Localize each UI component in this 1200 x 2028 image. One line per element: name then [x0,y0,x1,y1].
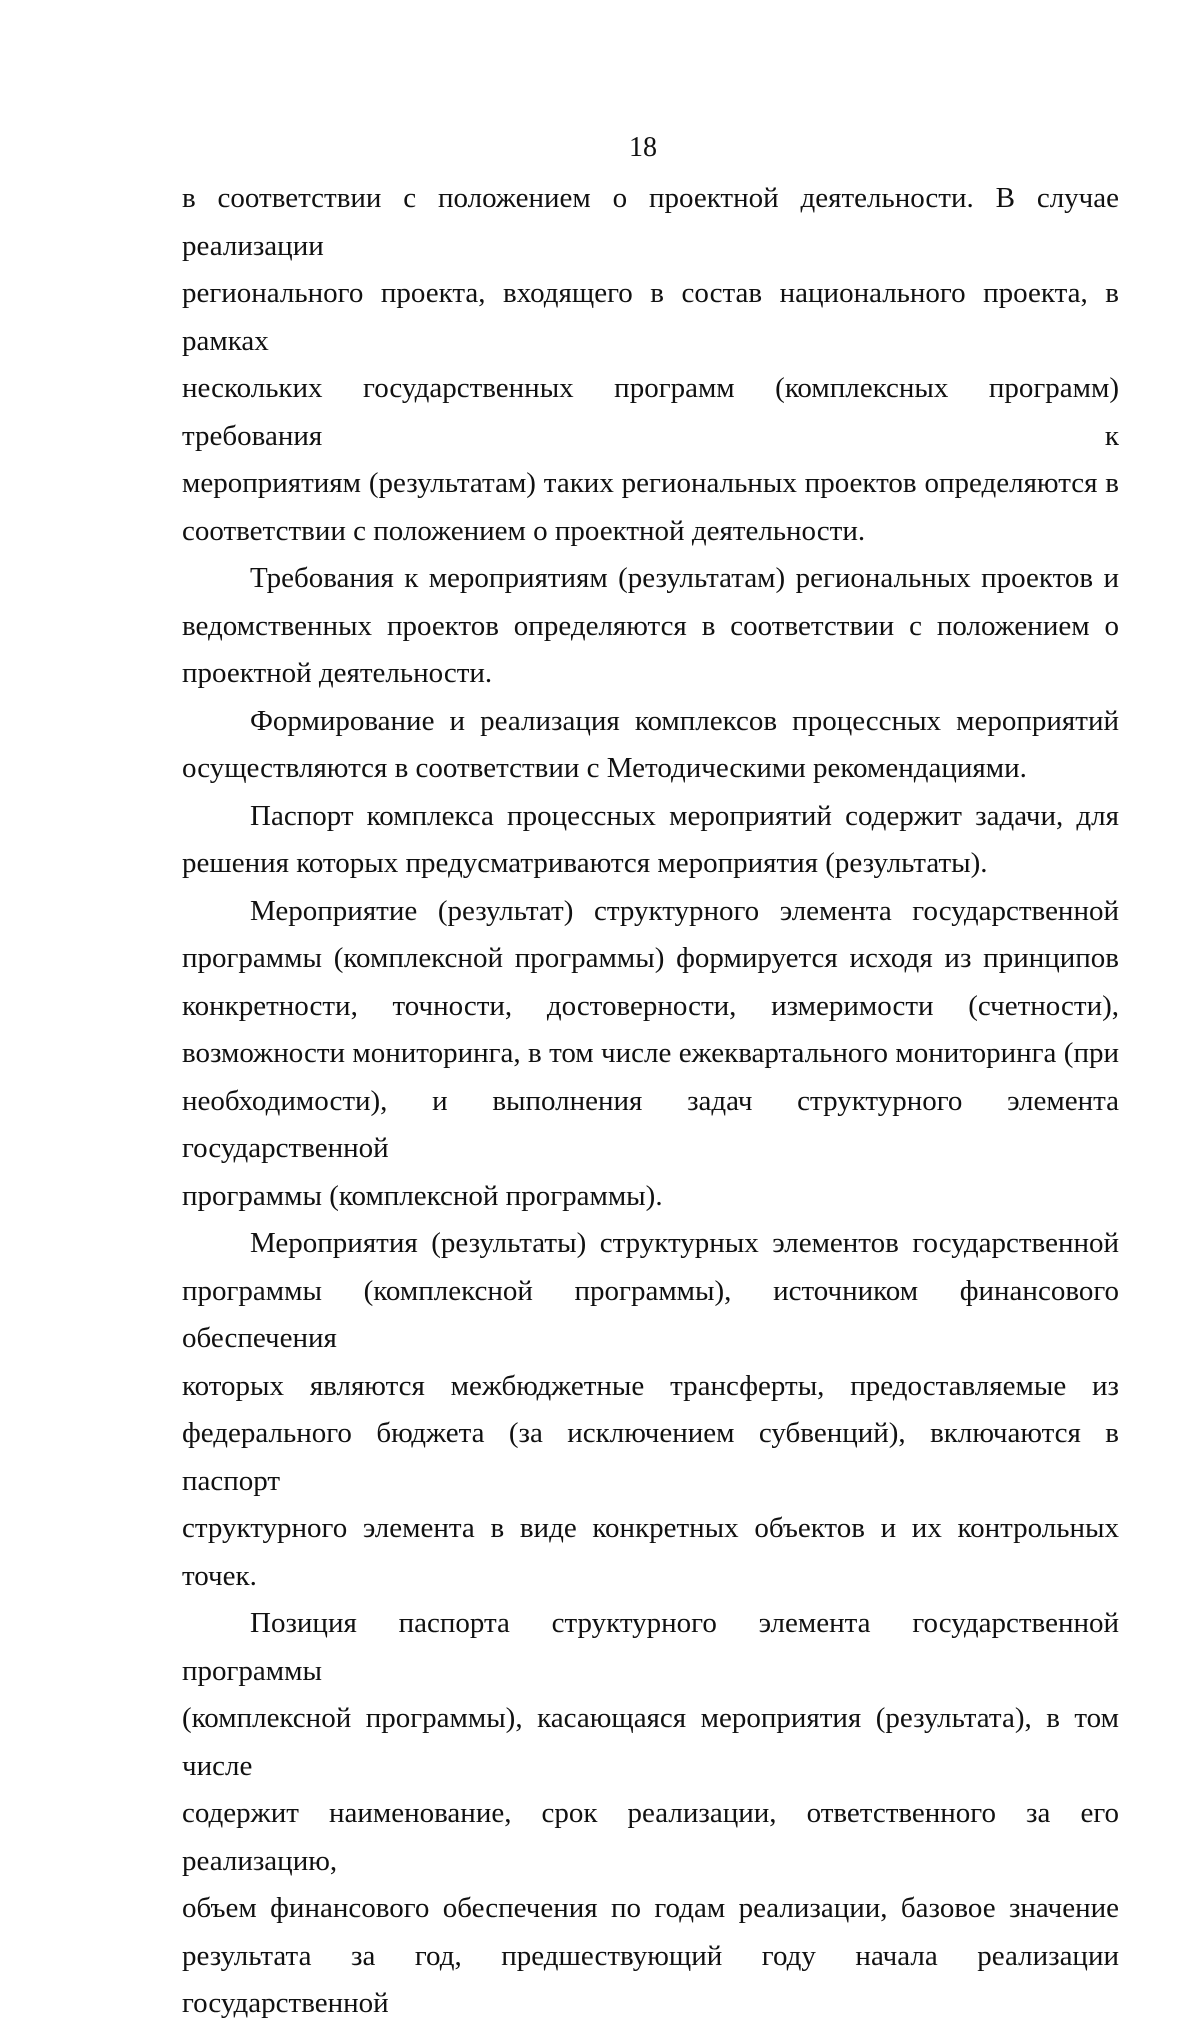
paragraph-line: осуществляются в соответствии с Методическими рекомендациями. [182,752,1027,784]
body-text [182,175,1119,2028]
paragraph-line: объем финансового обеспечения по годам реализации, базовое значение [182,1892,1119,1924]
paragraph-line: программы (комплексной программы) формируется исходя из принципов [182,942,1119,974]
paragraph-3 [182,698,1119,793]
paragraph-line: Требования к мероприятиям (результатам) региональных проектов и [250,562,1119,594]
paragraph-line: Паспорт комплекса процессных мероприятий содержит задачи, для [250,799,1119,832]
paragraph-line: структурного элемента в виде конкретных объектов и их контрольных точек. [182,1512,1119,1592]
paragraph-4 [182,793,1119,888]
paragraph-5 [182,888,1119,1221]
paragraph-line: Позиция паспорта структурного элемента государственной программы [182,1607,1119,1687]
page-number: 18 [629,132,657,163]
paragraph-line: содержит наименование, срок реализации, ответственного за его реализацию, [182,1797,1119,1877]
paragraph-line: решения которых предусматриваются мероприятия (результаты). [182,847,988,879]
paragraph-line: возможности мониторинга, в том числе ежеквартального мониторинга (при [182,1037,1119,1069]
paragraph-line: федерального бюджета (за исключением субвенций), включаются в паспорт [182,1417,1119,1497]
paragraph-line: Мероприятия (результаты) структурных элементов государственной [250,1227,1119,1259]
paragraph-6 [182,1220,1119,1600]
paragraph-line: необходимости), и выполнения задач структурного элемента государственной [182,1084,1119,1164]
paragraph-line: регионального проекта, входящего в состав национального проекта, в рамках [182,277,1119,357]
paragraph-line: программы (комплексной программы). [182,1179,663,1212]
paragraph-line: мероприятиям (результатам) таких региональных проектов определяются в [182,467,1119,499]
paragraph-line: ведомственных проектов определяются в соответствии с положением о [182,609,1119,642]
paragraph-line: Мероприятие (результат) структурного элемента государственной [250,894,1119,927]
paragraph-line: нескольких государственных программ (комплексных программ) требования к [182,372,1119,452]
paragraph-line: соответствии с положением о проектной деятельности. [182,514,866,547]
paragraph-line: результата за год, предшествующий году начала реализации государственной [182,1939,1119,2019]
paragraph-line: программы (комплексной программы), источником финансового обеспечения [182,1274,1119,1354]
paragraph-1 [182,175,1119,555]
paragraph-line: Формирование и реализация комплексов процессных мероприятий [250,704,1119,737]
paragraph-7 [182,1600,1119,2028]
paragraph-line: проектной деятельности. [182,657,493,689]
paragraph-line: конкретности, точности, достоверности, измеримости (счетности), [182,989,1119,1022]
paragraph-2 [182,555,1119,698]
paragraph-line: которых являются межбюджетные трансферты, предоставляемые из [182,1369,1119,1402]
paragraph-line: (комплексной программы), касающаяся мероприятия (результата), в том числе [182,1702,1119,1782]
paragraph-line: в соответствии с положением о проектной деятельности. В случае реализации [182,182,1119,262]
